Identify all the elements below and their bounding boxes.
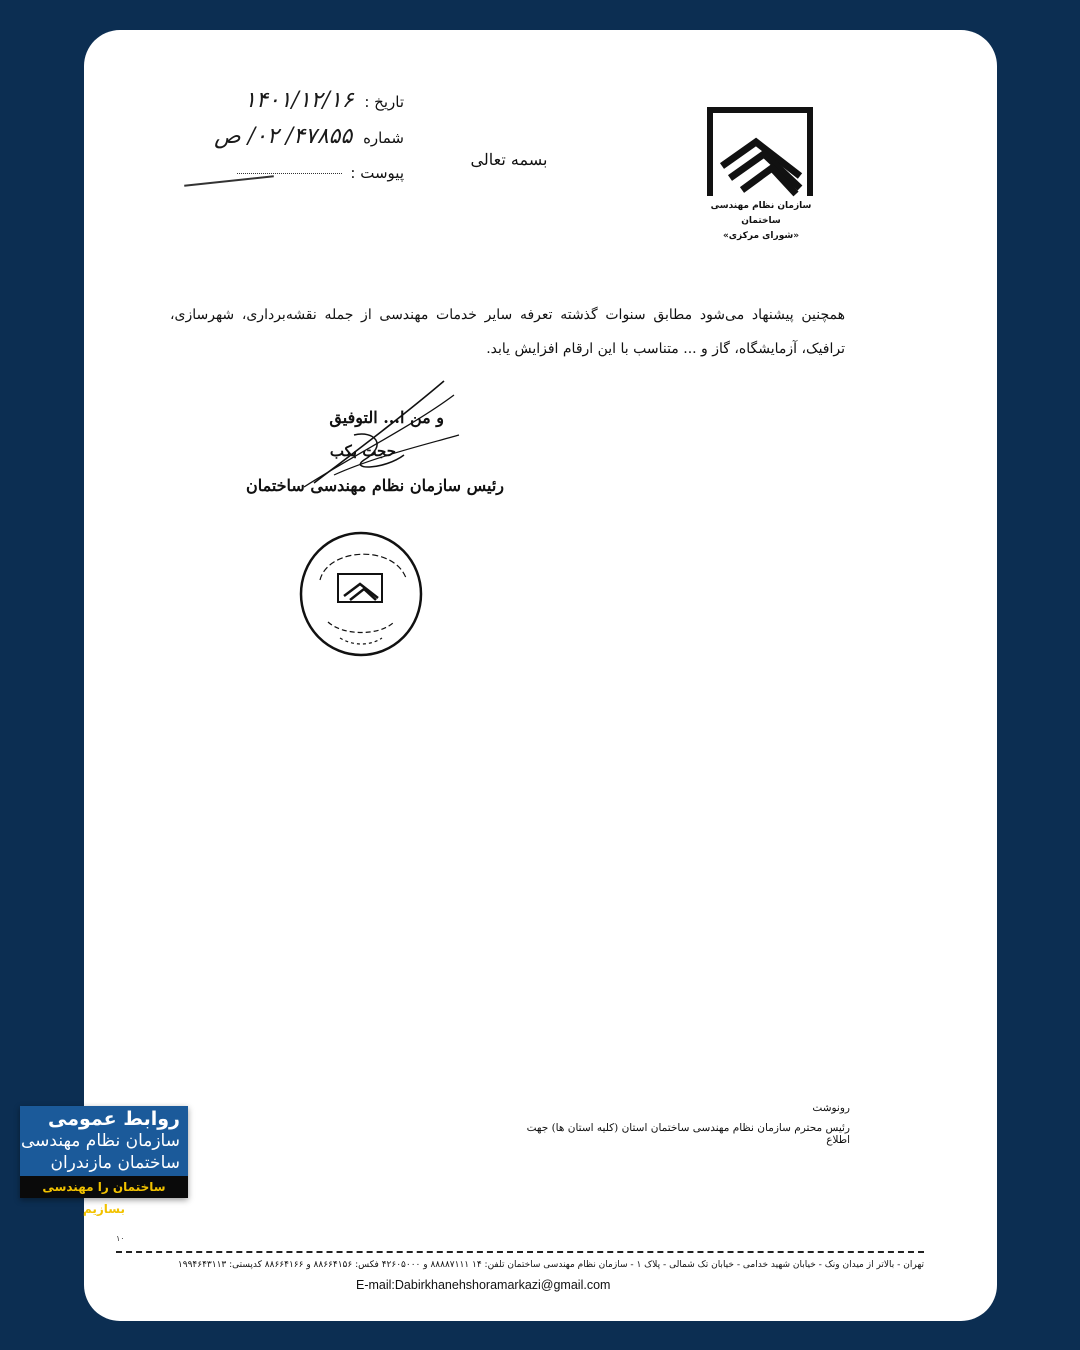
pr-badge-line2: سازمان نظام مهندسی <box>20 1131 180 1151</box>
number-label: شماره <box>363 129 404 147</box>
letter-meta <box>144 88 404 198</box>
pr-badge-line3: ساختمان مازندران <box>50 1153 180 1173</box>
footer-address: تهران - بالاتر از میدان ونک - خیابان شهید خدامی - خیابان تک شمالی - پلاک ۱ - سازمان نظام مهندسی ساختمان تلفن: ۱۴ ۸۸۸۸۷۱۱۱ و ۴۲۶۰۵۰۰۰ فکس: ۸۸۶۶۴۱۵۶ و ۸۸۶۶۴۱۶۶ کدپستی: ۱۹۹۴۶۴۳۱۱۳ <box>177 1260 924 1270</box>
letter-body: همچنین پیشنهاد می‌شود مطابق سنوات گذشته تعرفه سایر خدمات مهندسی از جمله نقشه‌برداری، شهرسازی، ترافیک، آزمایشگاه، گاز و ... متناسب با این ارقام افزایش یابد. <box>170 307 845 357</box>
number-value: ۴۷۸۵۵/ ۰۲/ ص <box>214 124 353 149</box>
org-logo-icon <box>696 104 826 204</box>
signatory-name: حجت بکب <box>329 442 396 460</box>
pr-badge-slogan: ساختمان را مهندسی بسازیم <box>20 1176 188 1198</box>
attachment-row <box>237 164 404 182</box>
org-logo-caption <box>696 199 826 244</box>
date-label: تاریخ : <box>364 93 404 111</box>
attachment-dots <box>237 173 342 174</box>
date-value: ۱۴۰۱/۱۲/۱۶ <box>244 88 354 113</box>
basmala: بسمه تعالی <box>470 150 548 169</box>
signature-closing: و من ا... التوفیق <box>329 408 444 427</box>
date-row <box>244 88 404 113</box>
cc-label: رونوشت <box>812 1102 850 1114</box>
cc-block <box>504 1102 850 1154</box>
signatory-title: رئیس سازمان نظام مهندسی ساختمان <box>245 476 504 495</box>
number-row <box>214 124 404 149</box>
official-stamp <box>298 530 424 658</box>
footer-divider <box>116 1251 924 1253</box>
letter-page <box>84 30 997 1321</box>
pr-badge-line1: روابط عمومی <box>48 1108 180 1130</box>
attachment-label: پیوست : <box>350 164 404 182</box>
pr-badge <box>20 1106 188 1216</box>
page-number: ۱۰ <box>116 1234 125 1243</box>
footer-email: E-mail:Dabirkhanehshoramarkazi@gmail.com <box>356 1278 611 1292</box>
org-name: سازمان نظام مهندسی ساختمان <box>710 201 812 226</box>
org-council: «شورای مرکزی» <box>722 231 800 241</box>
signature-block <box>244 400 504 510</box>
cc-recipient: رئیس محترم سازمان نظام مهندسی ساختمان استان (کلیه استان ها) جهت اطلاع <box>526 1122 850 1146</box>
org-logo <box>696 104 826 244</box>
pr-badge-text <box>20 1108 188 1174</box>
